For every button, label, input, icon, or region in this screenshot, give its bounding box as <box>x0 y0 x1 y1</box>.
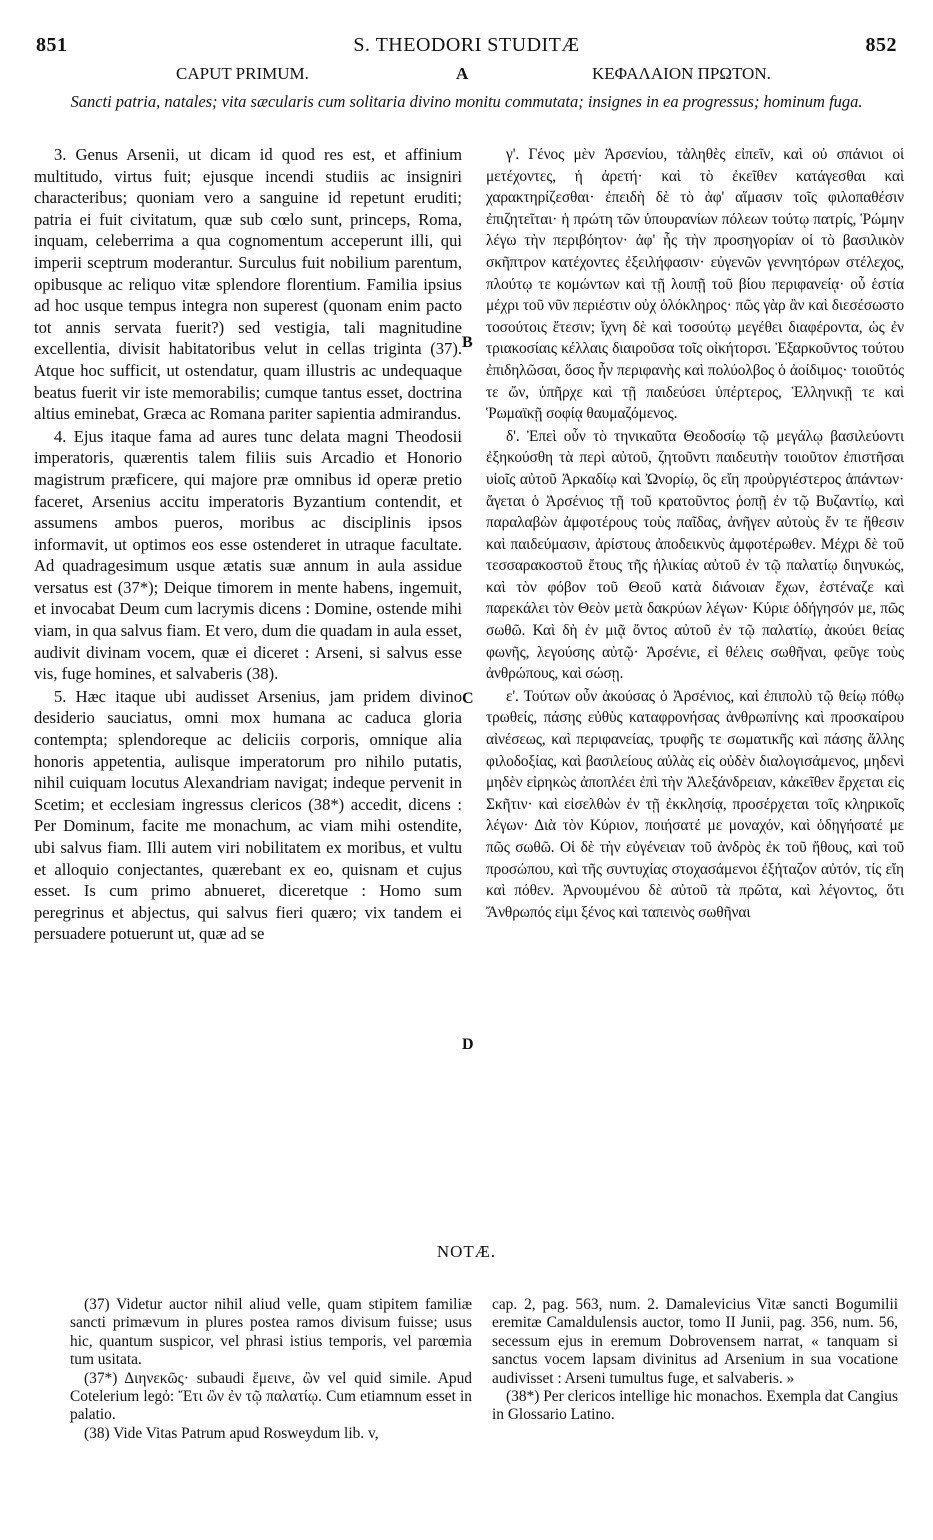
chapter-summary: Sancti patria, natales; vita sæcularis cum solitaria divino monitu commutata; insignes in ea progressus; hominum fuga. <box>70 92 863 111</box>
greek-column <box>486 144 904 923</box>
page-number-right: 852 <box>865 34 897 56</box>
note-38-continued: cap. 2, pag. 563, num. 2. Damalevicius Vitæ sancti Bogumilii eremitæ Camaldulensis auctor, tomo II Junii, pag. 356, num. 56, secessum ejus in eremum Dobrovensem narrat, « tanquam si sanctus vocem lapsam divinitus ad Arsenium in sua vocatione audivisset : Arseni tumultus fuge, et salvaberis. » <box>492 1296 898 1387</box>
chapter-title-latin: CAPUT PRIMUM. <box>176 64 309 83</box>
chapter-title-greek: ΚΕΦΑΛΑΙΟΝ ΠΡΩΤΟΝ. <box>592 64 771 83</box>
running-head <box>36 34 897 58</box>
greek-paragraph-3: γ'. Γένος μὲν Ἀρσενίου, τἀληθὲς εἰπεῖν, καὶ οὐ σπάνιοι οἱ μετέχοντες, ἡ ἀρετή· καὶ τὸ ἐκεῖθεν κατάγεσθαι καὶ χαρακτηρίζεσθαι· ἐπειδὴ δὲ τὸ ἀφ' αἵμασιν τοῖς φιλοπαθέσιν ἐπιζητεῖται· ἡ πρώτη τῶν ὑπουρανίων πόλεων τούτῳ πατρίς, Ῥώμην λέγω τὴν περιβόητον· ἀφ' ἧς τὴν προσηγορίαν οἱ τὸ βασιλικὸν σκῆπτρον κατέχοντες ἐξειλήφασιν· εὐγενῶν γεννητόρων στέλεχος, πλούτῳ τε κομώντων καὶ τῇ λοιπῇ τοῦ βίου περιφανείᾳ· οὗ ἑστία μέχρι τοῦ νῦν περιέστιν οὐχ ὁλόκληρος· πῶς γὰρ ἂν καὶ διεσέσωστο τοσούτοις ἔτεσιν; ἴχνη δὲ καὶ τοσούτῳ μεγέθει διαφέροντα, ὡς ἐν τριακοσίαις κέλλαις διαιροῦσα τοῖς οἰκήτορσι. Ἐξαρκοῦντος τούτου ἐπιδηλῶσαι, ὅσος ἦν περιφανὴς καὶ πολύολβος ὁ ἀοίδιμος· τοιοῦτός τε ὤν, ὑπῆρχε καὶ τῇ παιδεύσει ὑπέρτερος, Ἑλληνικῇ τε καὶ Ῥωμαϊκῇ σοφίᾳ θαυμαζόμενος. <box>486 146 904 423</box>
note-38-star: (38*) Per clericos intellige hic monachos. Exempla dat Cangius in Glossario Latino. <box>492 1388 898 1424</box>
note-37-star: (37*) Διηνεκῶς· subaudi ἔμεινε, ὢν vel quid simile. Apud Cotelerium legὀ: Ἔτι ὢν ἐν τῷ παλατίῳ. Cum etiamnum esset in palatio. <box>70 1369 472 1424</box>
latin-paragraph-4: 4. Ejus itaque fama ad aures tunc delata magni Theodosii imperatoris, quærentis talem filiis suis Arcadio et Honorio magistrum præficere, qui majore præ omnibus id operæ pretio faceret, Arsenius accitu imperatoris Byzantium contendit, et assumens ambos pueros, moribus ac disciplinis ipsos informavit, ut optimos eos esse ostenderet in utraque facultate. Ad quadragesimum usque ætatis suæ annum in aula assidue versatus est (37*); Deique timorem in mente habens, ingemuit, et invocabat Deum cum lacrymis dicens : Domine, ostende mihi viam, in qua salvus fiam. Et vero, dum die quadam in aula esset, audivit divinam vocem, quæ ei diceret : Arseni, si salvus esse vis, fuge homines, et salvaberis (38). <box>34 426 462 684</box>
notes-heading: NOTÆ. <box>436 1242 497 1261</box>
book-title: S. THEODORI STUDITÆ <box>353 34 580 56</box>
latin-paragraph-3: 3. Genus Arsenii, ut dicam id quod res est, et affinium multitudo, virtus fuit; ejusque incendi studiis ac insigniri characteribus; quoniam vero a sanguine id repetunt eruditi; patria ei fuit civitatum, quæ sub cœlo sunt, princeps, Roma, inquam, celeberrima a qua cognomentum acceperunt illi, qui imperii sceptrum moderantur. Surculus fuit nobilium parentum, opibusque ac reliquo vitæ splendore florentium. Familia ipsius ad hoc usque tempus integra non superest (quonam enim pacto tot annis servata fuerit?) sed vestigia, tali magnitudine excellentia, divisit habitatoribus velut in cellas triginta (37). Atque hoc sufficit, ut ostendatur, quam illustris ac undequaque beatus fuerit vir iste memorabilis; cumque tantus esset, doctrina altius eminebat, Græca ac Romana pariter sapientia admirandus. <box>34 145 462 424</box>
latin-column <box>34 144 462 945</box>
margin-marker-b: B <box>462 334 473 351</box>
note-38: (38) Vide Vitas Patrum apud Rosweydum lib. v, <box>84 1424 379 1442</box>
chapter-heading <box>36 64 897 86</box>
page-number-left: 851 <box>36 34 68 56</box>
margin-marker-d: D <box>462 1036 474 1053</box>
greek-paragraph-5: ε'. Τούτων οὖν ἀκούσας ὁ Ἀρσένιος, καὶ ἐπιπολὺ τῷ θείῳ πόθῳ τρωθείς, πάσης εὐθὺς καταφρονήσας ἀνθρωπίνης καὶ προσκαίρου αἰνέσεως, καὶ περιφανείας, τρυφῆς τε σωματικῆς καὶ πάσης ἄλλης φιλοδοξίας, καὶ βασιλείους αὐλὰς εἰς οὐδὲν διαλογισάμενος, μηδενὶ μηδὲν εἰρηκὼς ἀποπλέει ἐπὶ τὴν Ἀλεξάνδρειαν, κἀκεῖθεν ἔρχεται εἰς Σκῆτιν· καὶ εἰσελθὼν ἐν τῇ ἐκκλησίᾳ, προσέρχεται τοῖς κληρικοῖς λέγων· Διὰ τὸν Κύριον, ποιήσατέ με μοναχόν, καὶ ὁδηγήσατέ με πῶς σωθῶ. Οἱ δὲ τὴν εὐγένειαν τοῦ ἀνδρὸς ἐκ τοῦ ἤθους, καὶ τοῦ προσώπου, καὶ τῆς συντυχίας στοχασάμενοι ἐξήταζον αὐτόν, τίς εἴη καὶ πόθεν. Ἀρνουμένου δὲ αὐτοῦ τὰ πρῶτα, καὶ λέγοντος, ὅτι Ἄνθρωπός εἰμι ξένος καὶ ταπεινὸς σωθῆναι <box>486 687 904 921</box>
margin-marker-a: A <box>456 64 469 83</box>
notes-left-column <box>70 1296 472 1443</box>
notes-right-column <box>492 1296 898 1425</box>
latin-paragraph-5: 5. Hæc itaque ubi audisset Arsenius, jam pridem divino desiderio sauciatus, omni mox humana ac caduca gloria contempta; splendoreque ac deliciis corporis, omnique alia honoris appetentia, aulisque imperatorum pro nihilo putatis, nihil cuiquam locutus Alexandriam navigat; indeque pervenit in Scetim; et ecclesiam ingressus clericos (38*) accedit, dicens : Per Dominum, facite me monachum, ac viam mihi ostendite, ubi salvus fiam. Illi autem viri nobilitatem ex moribus, et vultu et alloquio conjectantes, quærebant ex eo, quisnam et cujus esset. Is cum primo abnueret, diceretque : Homo sum peregrinus et abjectus, qui salvus fieri quæro; vix tandem ei persuadere potuerunt ut, quæ ad se <box>34 686 462 944</box>
note-37: (37) Videtur auctor nihil aliud velle, quam stipitem familiæ sancti primævum in plures postea ramos divisum fuisse; usus hic, quantum suspicor, vel phrasi istius temporis, vel parœmia tum usitata. <box>70 1296 472 1369</box>
greek-paragraph-4: δ'. Ἐπεὶ οὖν τὸ τηνικαῦτα Θεοδοσίῳ τῷ μεγάλῳ βασιλεύοντι ἐξηκούσθη τὰ περὶ αὐτοῦ, ζητοῦντι παιδευτὴν τοιοῦτον ἐπιστῆσαι υἱοῖς αὐτοῦ Ἀρκαδίῳ καὶ Ὠνορίῳ, ὃς εἴη προὐργιέστερος ἁπάντων· ἄγεται ὁ Ἀρσένιος τῇ τοῦ κρατοῦντος ῥοπῇ ἐν τῷ Βυζαντίῳ, καὶ παραλαβὼν ἀμφοτέρους τοὺς παῖδας, ἀνῆγεν αὐτοὺς ἔν τε ἤθεσιν καὶ παιδεύμασιν, ἀρίστους ἀποδεικνὺς ἀμφοτέρωθεν. Μέχρι δὲ τοῦ τεσσαρακοστοῦ ἔτους τῆς ἡλικίας αὐτοῦ ἐν τῷ παλατίῳ διηνυκώς, καὶ τὸν φόβον τοῦ Θεοῦ κατὰ διάνοιαν ἔχων, ἐστέναζε καὶ παρεκάλει τὸν Θεὸν μετὰ δακρύων λέγων· Κύριε ὁδήγησόν με, πῶς σωθῶ. Καὶ δὴ ἐν μιᾷ ὄντος αὐτοῦ ἐν τῷ παλατίῳ, ἀκούει θείας φωνῆς, λεγούσης αὐτῷ· Ἀρσένιε, εἰ θέλεις σωθῆναι, φεῦγε τοὺς ἀνθρώπους, καὶ σώσῃ. <box>486 427 904 683</box>
margin-marker-c: C <box>462 690 474 707</box>
